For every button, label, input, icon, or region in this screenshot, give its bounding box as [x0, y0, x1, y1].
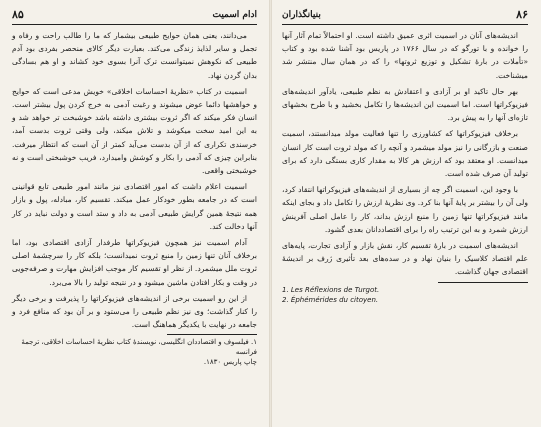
right-page: [270, 0, 540, 427]
footnote: 1. Les Réflexions de Turgot.: [282, 285, 380, 294]
footnote: ۱. فیلسوف و اقتصاددان انگلیسی، نویسندهٔ کتاب نظریهٔ احساسات اخلاقی، ترجمهٔ فرانسه: [21, 338, 257, 357]
left-page-header: [12, 8, 257, 25]
left-page: [0, 0, 270, 427]
paragraph: اندیشه‌های آنان در اسمیت اثری عمیق داشته است. او احتمالاً تمام آثار آنها را خوانده و با تورگو که در سال ۱۷۶۶ در پاریس بود آشنا شده بود و کتاب «تأملات در بارهٔ تشکیل و توزیع ثروتها» را که در همان سال منتشر شد میشناخت.: [282, 31, 528, 80]
paragraph: اسمیت در کتاب «نظریهٔ احساسات اخلاقی» خویش مدعی است که حوایج و خواهشها دائما عوض میشوند و رغبت آدمی به خرج کردن پول بیشتر است. انسان فکر میکند که اگر ثروت بیشتری داشته باشد خوشبخت تر خواهد شد و به این امید سخت میکوشد و تلاش میکند، ولی وقتی ثروت بدست آمد، خرسندی تکراری که از آن بدست می‌آید کمتر از آن است که انتظار میرفت. بنابراین چیزی که آدمی را بکار و کوشش وامیدارد، فریب خوشبختی است و نه خوشبختی واقعی.: [12, 86, 257, 176]
running-title: بنیانگذاران: [282, 9, 321, 20]
footnote: چاپ پاریس ۱۸۳۰.: [203, 358, 257, 367]
footnote-divider: [167, 334, 257, 335]
left-page-body: [12, 29, 257, 331]
footnote-divider: [438, 282, 528, 283]
paragraph: اندیشه‌های اسمیت در بارهٔ تقسیم کار، نقش بازار و آزادی تجارت، پایه‌های علم اقتصاد کلاسیک را بنیان نهاد و در سده‌های بعد تأثیری ژرف بر اندیشهٔ اقتصادی جهان گذاشت.: [282, 241, 528, 277]
paragraph: می‌دانند، یعنی همان حوایج طبیعی بیشمار که ما را طالب راحت و رفاه و تجمل و سایر لذایذ زندگی می‌کند. بعبارت دیگر کالای منحصر بفردی بود آدم طبیعی که نکوهش نمیتوانست ترک آنرا بسوی خود کشاند و او هم بسادگی بدان گردن نهاد.: [12, 31, 257, 80]
page-number: ۸۶: [516, 8, 528, 21]
paragraph: برخلاف فیزیوکراتها که کشاورزی را تنها فعالیت مولد میدانستند، اسمیت صنعت و بازرگانی را نیز مولد میشمرد و آنچه را که مولد ثروت است کار انسان میدانست. او معتقد بود که ارزش هر کالا به مقدار کاری بستگی دارد که برای تولید آن صرف شده است.: [282, 129, 528, 179]
page-number: ۸۵: [12, 8, 24, 21]
paragraph: از این رو اسمیت برخی از اندیشه‌های فیزیوکراتها را پذیرفت و برخی دیگر را کنار گذاشت؛ وی نیز نظم طبیعی را می‌ستود و بر آن بود که منافع فرد و جامعه در نهایت با یکدیگر هماهنگ است.: [12, 293, 257, 330]
footnote: 2. Éphémérides du citoyen.: [282, 295, 379, 304]
paragraph: بهر حال تاکید او بر آزادی و اعتقادش به نظم طبیعی، یادآور اندیشه‌های فیزیوکراتها است. اما اسمیت این اندیشه‌ها را تکامل بخشید و با طرح بخشهای تازه‌ای آنها را به پیش برد.: [282, 86, 528, 123]
paragraph: اسمیت اعلام داشت که امور اقتصادی نیز مانند امور طبیعی تابع قوانینی است که در جامعه بطور خودکار عمل میکند. تقسیم کار، مبادله، پول و بازار همه نتیجهٔ همین گرایش طبیعی آدمی به داد و ستد است و دولت نباید در کار آنها دخالت کند.: [12, 182, 257, 231]
running-title: ادام اسمیت: [212, 9, 257, 20]
book-gutter: [269, 0, 272, 427]
paragraph: آدام اسمیت نیز همچون فیزیوکراتها طرفدار آزادی اقتصادی بود، اما برخلاف آنان تنها زمین را منبع ثروت نمیدانست؛ بلکه کار را سرچشمهٔ اصلی ثروت ملل میشمرد. از نظر او تقسیم کار موجب افزایش مهارت و صرفه‌جویی در وقت و بکار افتادن ماشین میشود و در نتیجه تولید را بالا می‌برد.: [12, 238, 257, 287]
right-page-body: [282, 29, 528, 279]
paragraph: با وجود این، اسمیت اگر چه از بسیاری از اندیشه‌های فیزیوکراتها انتقاد کرد، ولی آن را بیشتر بر پایهٔ آنها بنا کرد. وی نظریهٔ ارزش را تکامل داد و بجای اینکه مانند فیزیوکراتها تنها زمین را منبع ارزش بداند، کار را عامل اصلی آفرینش ارزش شمرد و به این ترتیب راه را برای اقتصاددانان بعدی گشود.: [282, 185, 528, 234]
right-page-header: [282, 8, 528, 25]
